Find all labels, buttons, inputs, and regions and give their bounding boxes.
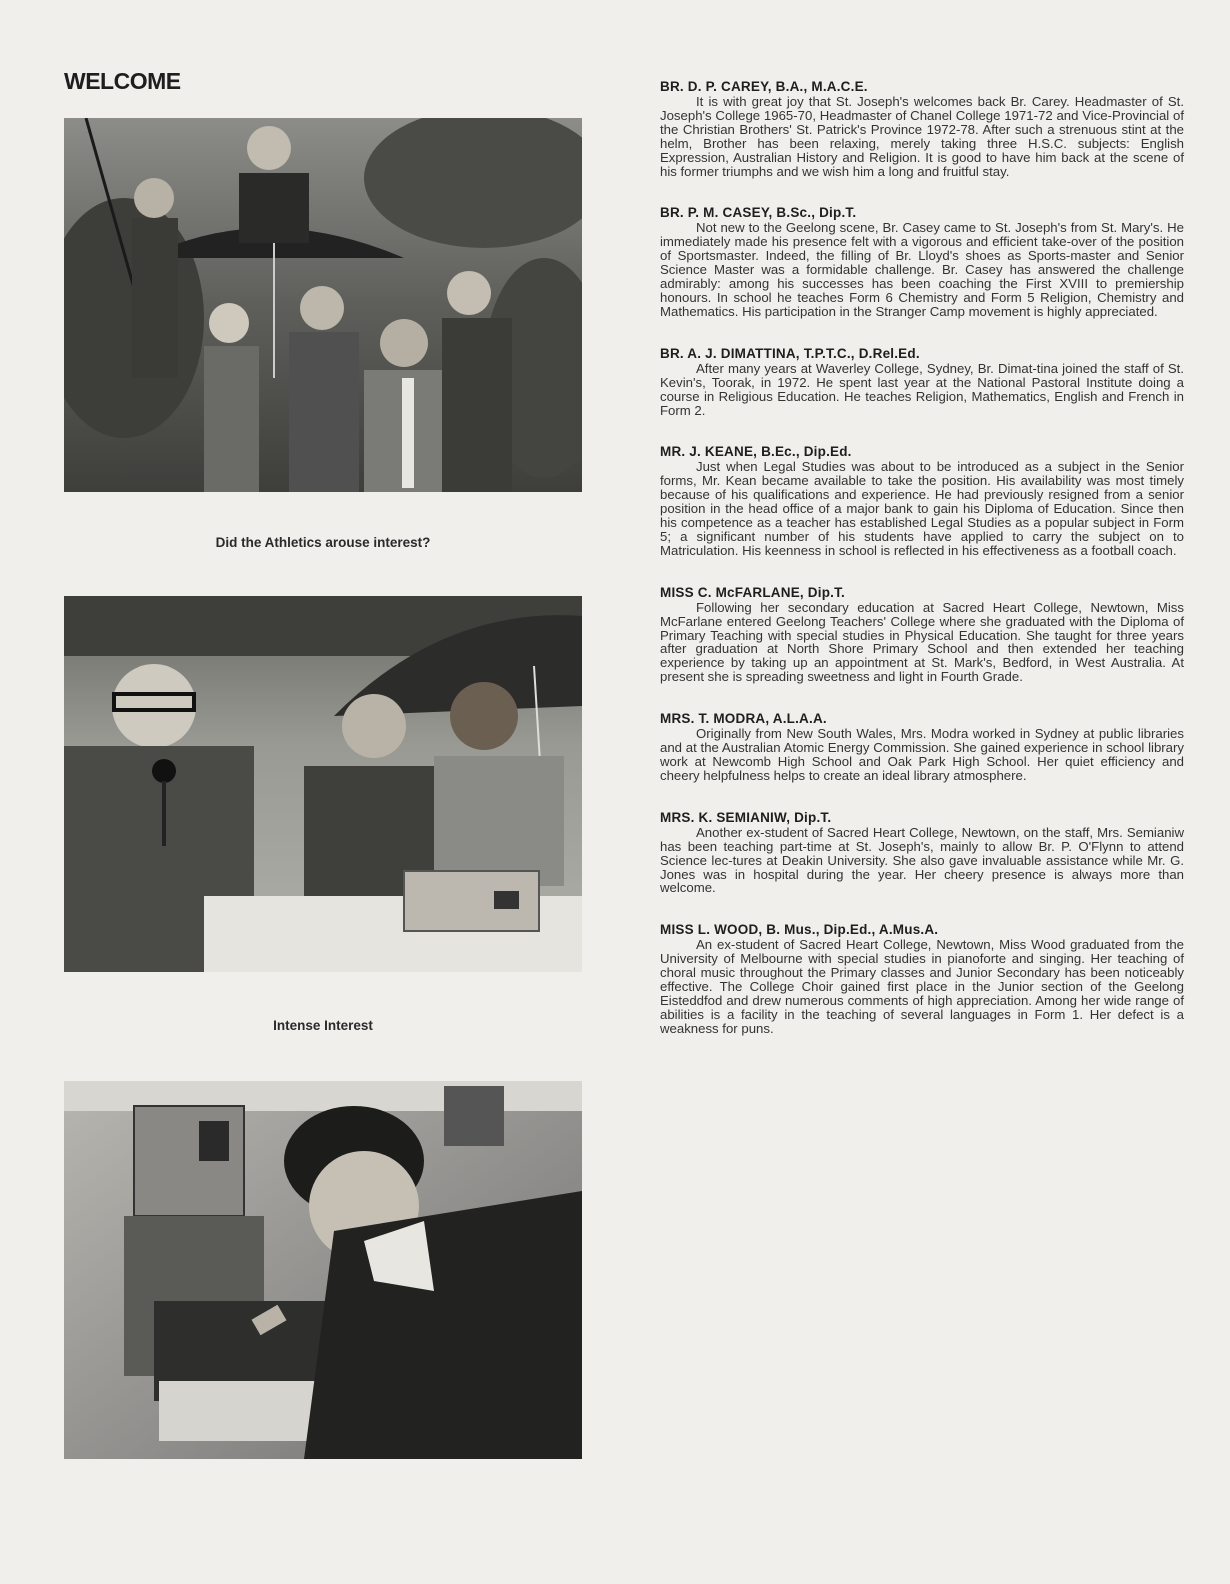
bio-casey <box>660 205 1184 318</box>
bio-text: An ex-student of Sacred Heart College, Newtown, Miss Wood graduated from the University of Melbourne with special studies in pianoforte and singing. Her teaching of choral music throughout the Primary classes and Junior Secondary has been noticeably effective. The College Choir gained first place in the Junior section of the Geelong Eisteddfod and drew numerous comments of high appreciation. Among her wide range of abilities is a facility in the teaching of several languages in Form 1. Her defect is a weakness for puns. <box>660 937 1184 1036</box>
photo-caption-interest: Intense Interest <box>273 1018 373 1033</box>
staff-biographies <box>660 79 1184 1036</box>
bio-text: After many years at Waverley College, Sydney, Br. Dimat-tina joined the staff of St. Kevin's, Toorak, in 1972. He spent last year at the National Pastoral Institute doing a course in Religious Education. He teaches Religion, Mathematics, English and French in Form 2. <box>660 360 1184 418</box>
bio-name: MISS C. McFARLANE, Dip.T. <box>660 584 846 600</box>
bio-name: BR. P. M. CASEY, B.Sc., Dip.T. <box>660 205 857 221</box>
bio-text: Not new to the Geelong scene, Br. Casey came to St. Joseph's from St. Mary's. He immediately made his presence felt with a vigorous and efficient take-over of the position of Sportsmaster. Indeed, the filling of Br. Lloyd's shoes as Sports-master and Senior Science Master was a formidable challenge. Br. Casey has answered the challenge admirably: among his successes has been coaching the First XVIII to premiership honours. In school he teaches Form 6 Chemistry and Form 5 Religion, Chemistry and Mathematics. His participation in the Stranger Camp movement is highly appreciated. <box>660 220 1184 319</box>
announcer-microphone-photo <box>64 596 582 972</box>
group-umbrella-photo <box>64 118 582 492</box>
bio-text: Originally from New South Wales, Mrs. Modra worked in Sydney at public libraries and at the Australian Atomic Energy Commission. She gained experience in school library work at Newcomb High School and Oak Park High School. Her quiet efficiency and cheery helpfulness helps to create an ideal library atmosphere. <box>660 726 1184 783</box>
bio-text: Just when Legal Studies was about to be introduced as a subject in the Senior forms, Mr. Kean became available to take the position. His availability was most timely because of his qualifications and experience. He had previously resigned from a senior position in the head office of a major bank to gain his Diploma of Education. Since then his competence as a teacher has established Legal Studies as a popular subject in Form 5; a significant number of his students have applied to carry the subject on to Matriculation. His keenness in school is reflected in his effectiveness as a football coach. <box>660 459 1184 558</box>
bio-semianiw <box>660 810 1184 896</box>
bio-name: MR. J. KEANE, B.Ec., Dip.Ed. <box>660 444 852 460</box>
bio-text: Following her secondary education at Sacred Heart College, Newtown, Miss McFarlane entered Geelong Teachers' College where she graduated with the Diploma of Primary Teaching with special studies in Physical Education. She taught for three years after graduation at North Shore Primary School and then extended her teaching experience by taking up an appointment at St. Mark's, Bedford, in West Australia. At present she is spreading sweetness and light in Fourth Grade. <box>660 599 1184 685</box>
bio-name: MRS. K. SEMIANIW, Dip.T. <box>660 809 832 825</box>
bio-wood <box>660 922 1184 1035</box>
bio-name: MISS L. WOOD, B. Mus., Dip.Ed., A.Mus.A. <box>660 922 939 938</box>
bio-text: Another ex-student of Sacred Heart College, Newtown, on the staff, Mrs. Semianiw has been teaching part-time at St. Joseph's, mainly to allow Br. P. O'Flynn to attend Science lec-tures at Deakin University. She also gave invaluable assistance while Mr. G. Jones was in hospital during the year. Her cheery presence is always more than welcome. <box>660 824 1184 896</box>
bio-carey <box>660 79 1184 178</box>
bio-text: It is with great joy that St. Joseph's welcomes back Br. Carey. Headmaster of St. Joseph's College 1965-70, Headmaster of Chanel College 1971-72 and Vice-Provincial of the Christian Brothers' St. Patrick's Province 1972-78. After such a strenuous stint at the helm, Brother has been relaxing, merely taking three H.S.C. subjects: English Expression, Australian History and Religion. It is good to have him back at the scene of his former triumphs and we wish him a long and fruitful stay. <box>660 94 1184 179</box>
bio-dimattina <box>660 346 1184 418</box>
bio-keane <box>660 444 1184 557</box>
bio-modra <box>660 711 1184 783</box>
photo-caption-athletics: Did the Athletics arouse interest? <box>215 535 431 550</box>
student-laboratory-photo <box>64 1081 582 1459</box>
bio-name: BR. A. J. DIMATTINA, T.P.T.C., D.Rel.Ed. <box>660 345 920 361</box>
bio-name: MRS. T. MODRA, A.L.A.A. <box>660 711 827 727</box>
page-title: WELCOME <box>64 68 181 94</box>
bio-name: BR. D. P. CAREY, B.A., M.A.C.E. <box>660 79 868 94</box>
bio-mcfarlane <box>660 585 1184 684</box>
